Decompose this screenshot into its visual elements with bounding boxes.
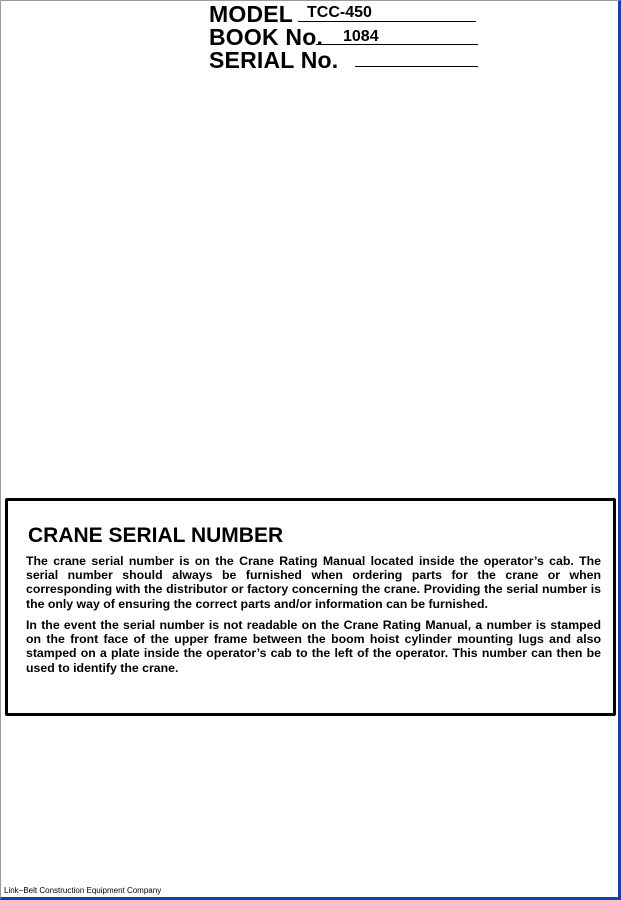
footer-company-name: Link−Belt Construction Equipment Company: [4, 886, 162, 895]
notice-paragraph: The crane serial number is on the Crane Rating Manual located inside the operator’s cab. The serial number should always be furnished when ordering parts for the crane or when corresponding with the distributor or factory concerning the crane. Providing the serial number is the only way of ensuring the correct parts and/or information can be furnished.: [26, 554, 601, 611]
model-label: MODEL: [209, 1, 294, 27]
serial-number-label: SERIAL No.: [209, 47, 339, 73]
crane-serial-number-notice: [5, 498, 616, 716]
serial-number-fill-line: [355, 66, 478, 67]
book-number-value: 1084: [343, 28, 379, 45]
model-fill-line: [298, 21, 476, 22]
book-number-label: BOOK No.: [209, 24, 324, 50]
model-value: TCC-450: [307, 4, 372, 21]
notice-paragraph: In the event the serial number is not readable on the Crane Rating Manual, a number is stamped on the front face of the upper frame between the boom hoist cylinder mounting lugs and also stamped on a plate inside the operator’s cab to the left of the operator. This number can then be used to identify the crane.: [26, 618, 601, 675]
notice-title: CRANE SERIAL NUMBER: [28, 524, 284, 547]
book-number-fill-line: [316, 44, 478, 45]
